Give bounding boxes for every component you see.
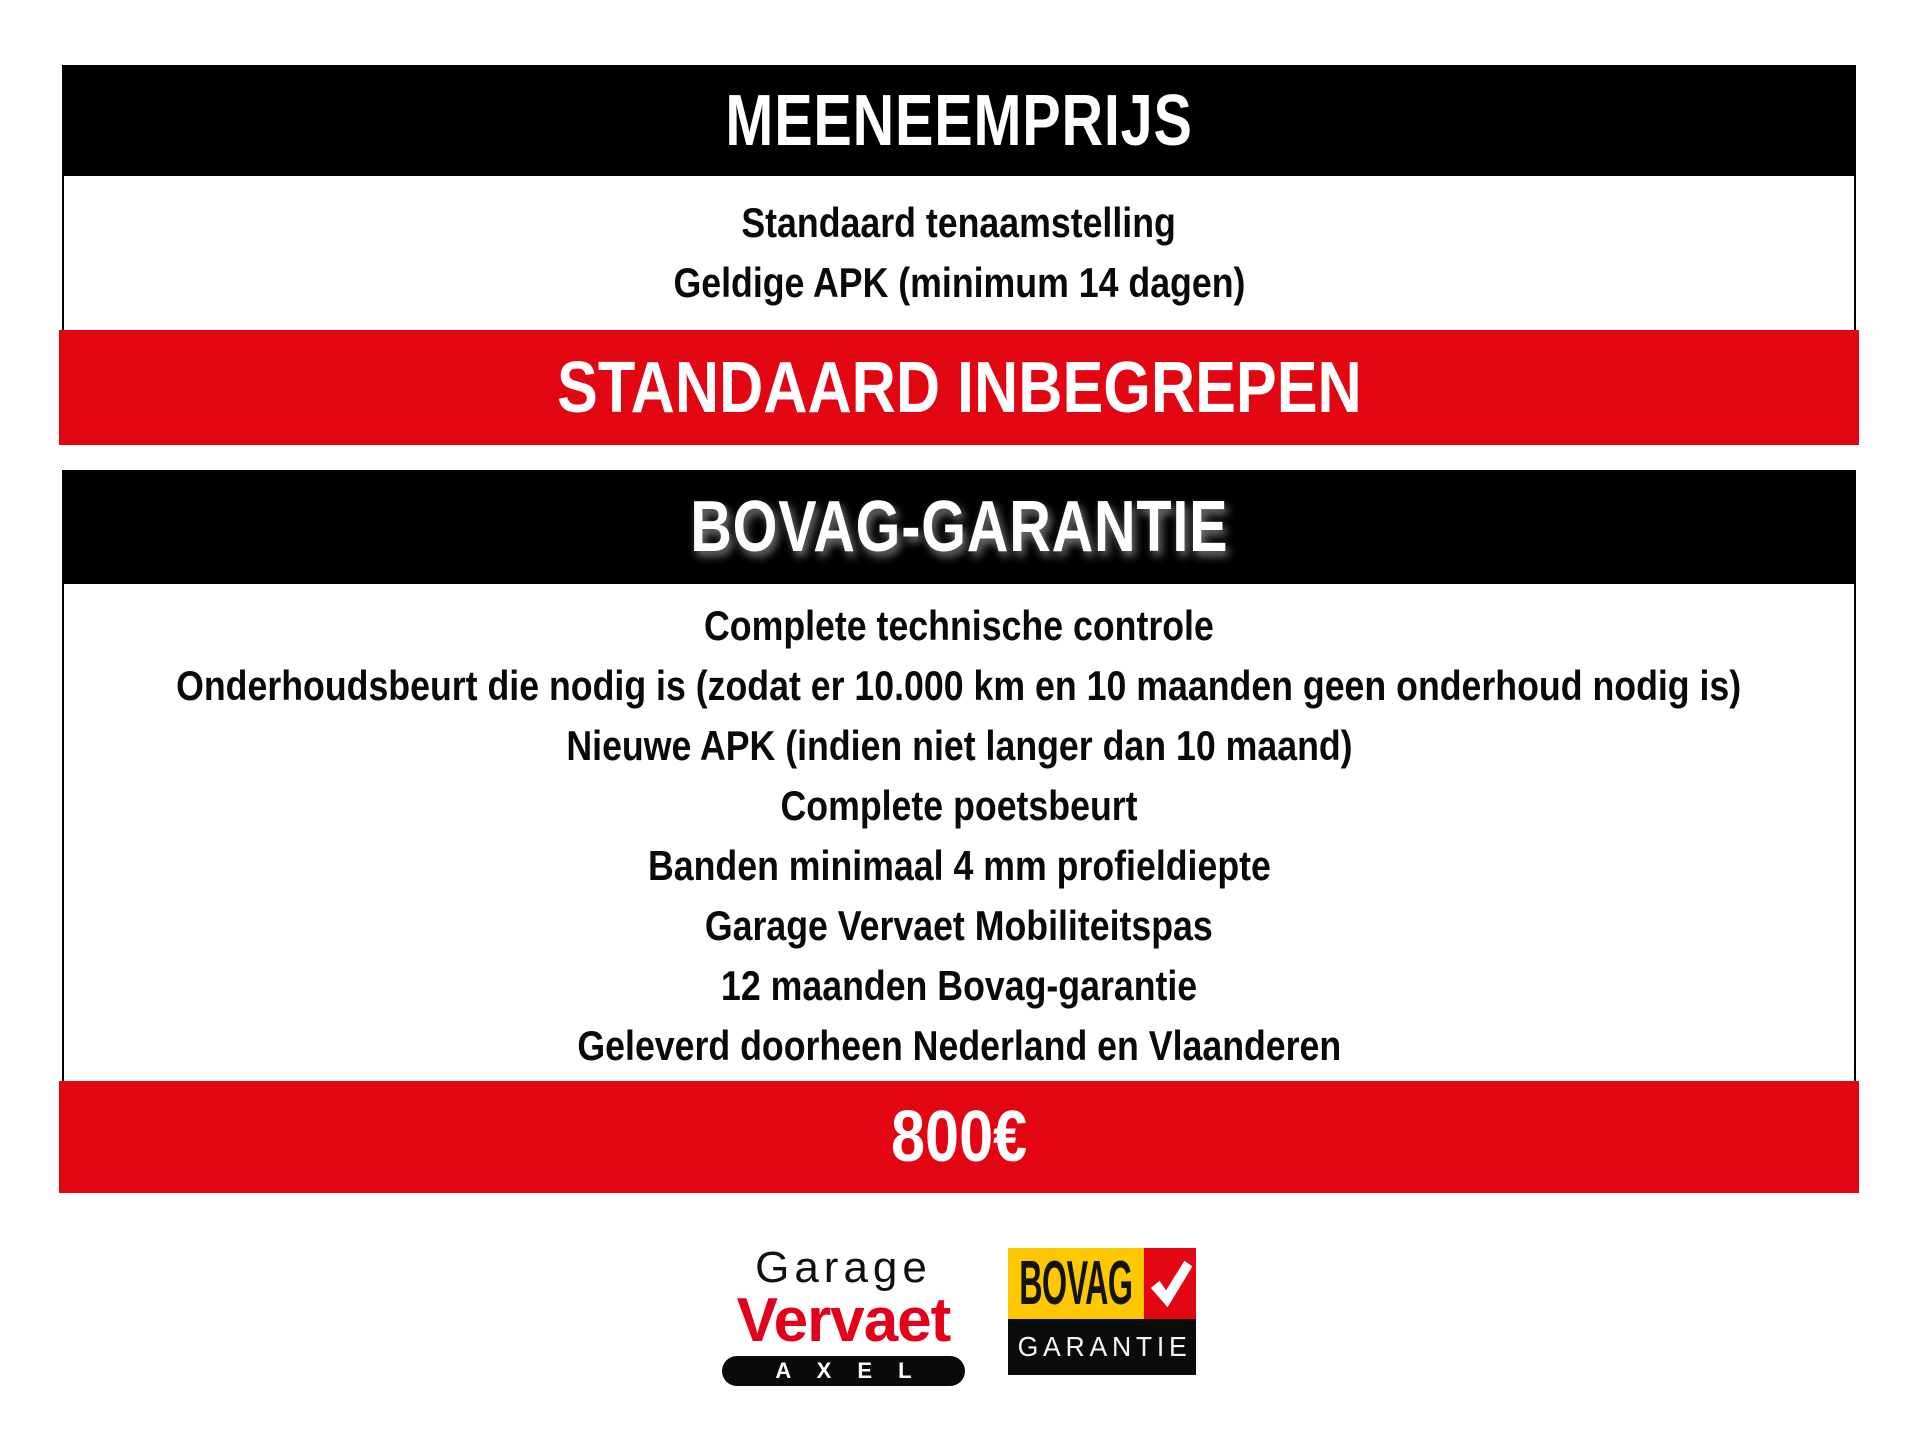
list-item-text: Geleverd doorheen Nederland en Vlaanderen — [577, 1021, 1341, 1069]
list-item — [749, 776, 1169, 836]
section-divider-gap — [62, 445, 1856, 470]
list-item — [623, 253, 1296, 313]
meeneemprijs-panel — [62, 176, 1856, 330]
bovag-logo-black-block — [1008, 1319, 1196, 1375]
banner-label-text: STANDAARD INBEGREPEN — [556, 347, 1362, 428]
bovag-garantie-header-bar — [62, 470, 1856, 584]
list-item — [659, 596, 1259, 656]
bovag-garantie-title-text: BOVAG-GARANTIE — [689, 487, 1229, 567]
list-item-text: 12 maanden Bovag-garantie — [720, 961, 1198, 1009]
bovag-wordmark: BOVAG — [1019, 1249, 1133, 1318]
price-banner — [59, 1081, 1859, 1193]
list-item — [510, 1016, 1409, 1076]
axel-label: A X E L — [775, 1358, 922, 1383]
list-item-text: Garage Vervaet Mobiliteitspas — [705, 901, 1213, 949]
list-item-text: Banden minimaal 4 mm profieldiepte — [647, 841, 1271, 889]
bovag-logo-top — [1008, 1248, 1196, 1319]
list-item-text: Complete technische controle — [704, 601, 1214, 649]
list-item-text: Onderhoudsbeurt die nodig is (zodat er 10.000 km en 10 maanden geen onderhoud nodig is) — [176, 661, 1742, 709]
standaard-inbegrepen-banner — [59, 330, 1859, 445]
list-item-text: Complete poetsbeurt — [780, 781, 1138, 829]
list-item — [703, 193, 1214, 253]
bovag-checkmark-icon — [1146, 1257, 1194, 1311]
list-item — [660, 896, 1258, 956]
list-item — [38, 656, 1879, 716]
bovag-garantie-panel — [62, 584, 1856, 1081]
list-item — [497, 716, 1422, 776]
axel-pill — [722, 1356, 965, 1386]
garantie-label: GARANTIE — [1017, 1331, 1192, 1362]
list-item-text: Standaard tenaamstelling — [741, 199, 1177, 246]
bovag-garantie-logo — [1008, 1248, 1196, 1375]
list-item-text: Nieuwe APK (indien niet langer dan 10 maand) — [565, 721, 1353, 769]
list-item-text: Geldige APK (minimum 14 dagen) — [673, 259, 1245, 306]
price-label-text: 800€ — [890, 1097, 1028, 1177]
meeneemprijs-header-bar — [62, 65, 1856, 176]
banner-label — [486, 347, 1433, 429]
meeneemprijs-title — [667, 80, 1251, 162]
bovag-logo-red-block — [1144, 1248, 1196, 1319]
garage-wordmark: Garage — [755, 1243, 932, 1292]
content-board — [62, 65, 1856, 1193]
garage-vervaet-logo — [722, 1243, 965, 1383]
bovag-garantie-title — [623, 486, 1296, 568]
price-label — [879, 1096, 1039, 1178]
bovag-logo-yellow-block — [1008, 1248, 1144, 1319]
meeneemprijs-title-text: MEENEEMPRIJS — [725, 80, 1193, 161]
list-item — [593, 836, 1326, 896]
list-item — [679, 956, 1239, 1016]
vervaet-wordmark: Vervaet — [736, 1286, 951, 1355]
